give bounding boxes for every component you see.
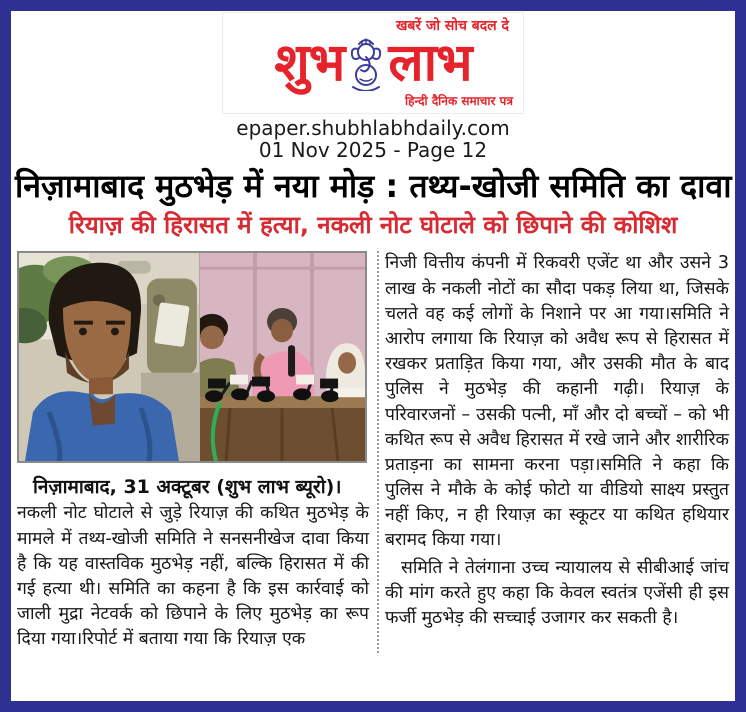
riyaz-photo [19, 253, 199, 461]
masthead-title-shubh: शुभ [274, 33, 345, 93]
masthead-wrap [15, 11, 731, 114]
masthead-title-row [231, 35, 515, 91]
epaper-url: epaper.shubhlabhdaily.com [236, 116, 510, 140]
left-column [17, 251, 369, 652]
press-conference-photo [199, 253, 365, 461]
edition-date-page: 01 Nov 2025 - Page 12 [258, 138, 488, 162]
masthead-title-labh: लाभ [388, 33, 472, 93]
masthead-subtitle: हिन्दी दैनिक समाचार पत्र [404, 94, 513, 108]
dateline: निज़ामाबाद, 31 अक्टूबर (शुभ लाभ ब्यूरो)। [33, 476, 342, 499]
masthead-tagline: खबरें जो सोच बदल दे [395, 18, 509, 34]
article-subheadline: रियाज़ की हिरासत में हत्या, नकली नोट घोटाले को छिपाने की कोशिश [68, 211, 678, 240]
article-photos [17, 251, 367, 463]
body-paragraph-right-1: निजी वित्तीय कंपनी में रिकवरी एजेंट था और उसने 3 लाख के नकली नोटों का सौदा पकड़ लिया था, जिसके चलते वह कई लोगों के निशाने पर आ गया।समिति ने आरोप लगाया कि रियाज़ को अवैध रूप से हिरासत में रखकर प्रताड़ित किया गया, और उसकी मौत के बाद पुलिस ने मुठभेड़ की कहानी गढ़ी। रियाज़ के परिवारजनों – उसकी पत्नी, माँ और दो बच्चों – को भी कथित रूप से अवैध हिरासत में रखे जाने और शारीरिक प्रताड़ना का सामना करना पड़ा।समिति ने कहा कि पुलिस ने मौके के कोई फोटो या वीडियो साक्ष्य प्रस्तुत नहीं किए, न ही रियाज़ का स्कूटर या कथित हथियार बरामद किया गया। [385, 253, 729, 551]
column-divider [377, 251, 379, 652]
right-column [385, 251, 729, 652]
article-headline: निज़ामाबाद मुठभेड़ में नया मोड़ : तथ्य-खोजी समिति का दावा [15, 167, 732, 205]
body-paragraph-right-2: समिति ने तेलंगाना उच्च न्यायालय से सीबीआई जांच की मांग करते हुए कहा कि केवल स्वतंत्र एजेंसी ही इस फर्जी मुठभेड़ की सच्चाई उजागर कर सकती है। [385, 557, 729, 628]
masthead-logo-block [222, 12, 524, 114]
body-paragraph-left: नकली नोट घोटाले से जुड़े रियाज़ की कथित मुठभेड़ के मामले में तथ्य-खोजी समिति ने सनसनीखेज दावा किया है कि यह वास्तविक मुठभेड़ नहीं, बल्कि हिरासत में की गई हत्या थी। समिति का कहना है कि इस कार्रवाई को जाली मुद्रा नेटवर्क को छिपाने के लिए मुठभेड़ का रूप दिया गया।रिपोर्ट में बताया गया कि रियाज़ एक [17, 503, 369, 650]
ganesha-icon [346, 35, 386, 91]
article-columns [15, 251, 731, 652]
epaper-page [11, 11, 735, 701]
